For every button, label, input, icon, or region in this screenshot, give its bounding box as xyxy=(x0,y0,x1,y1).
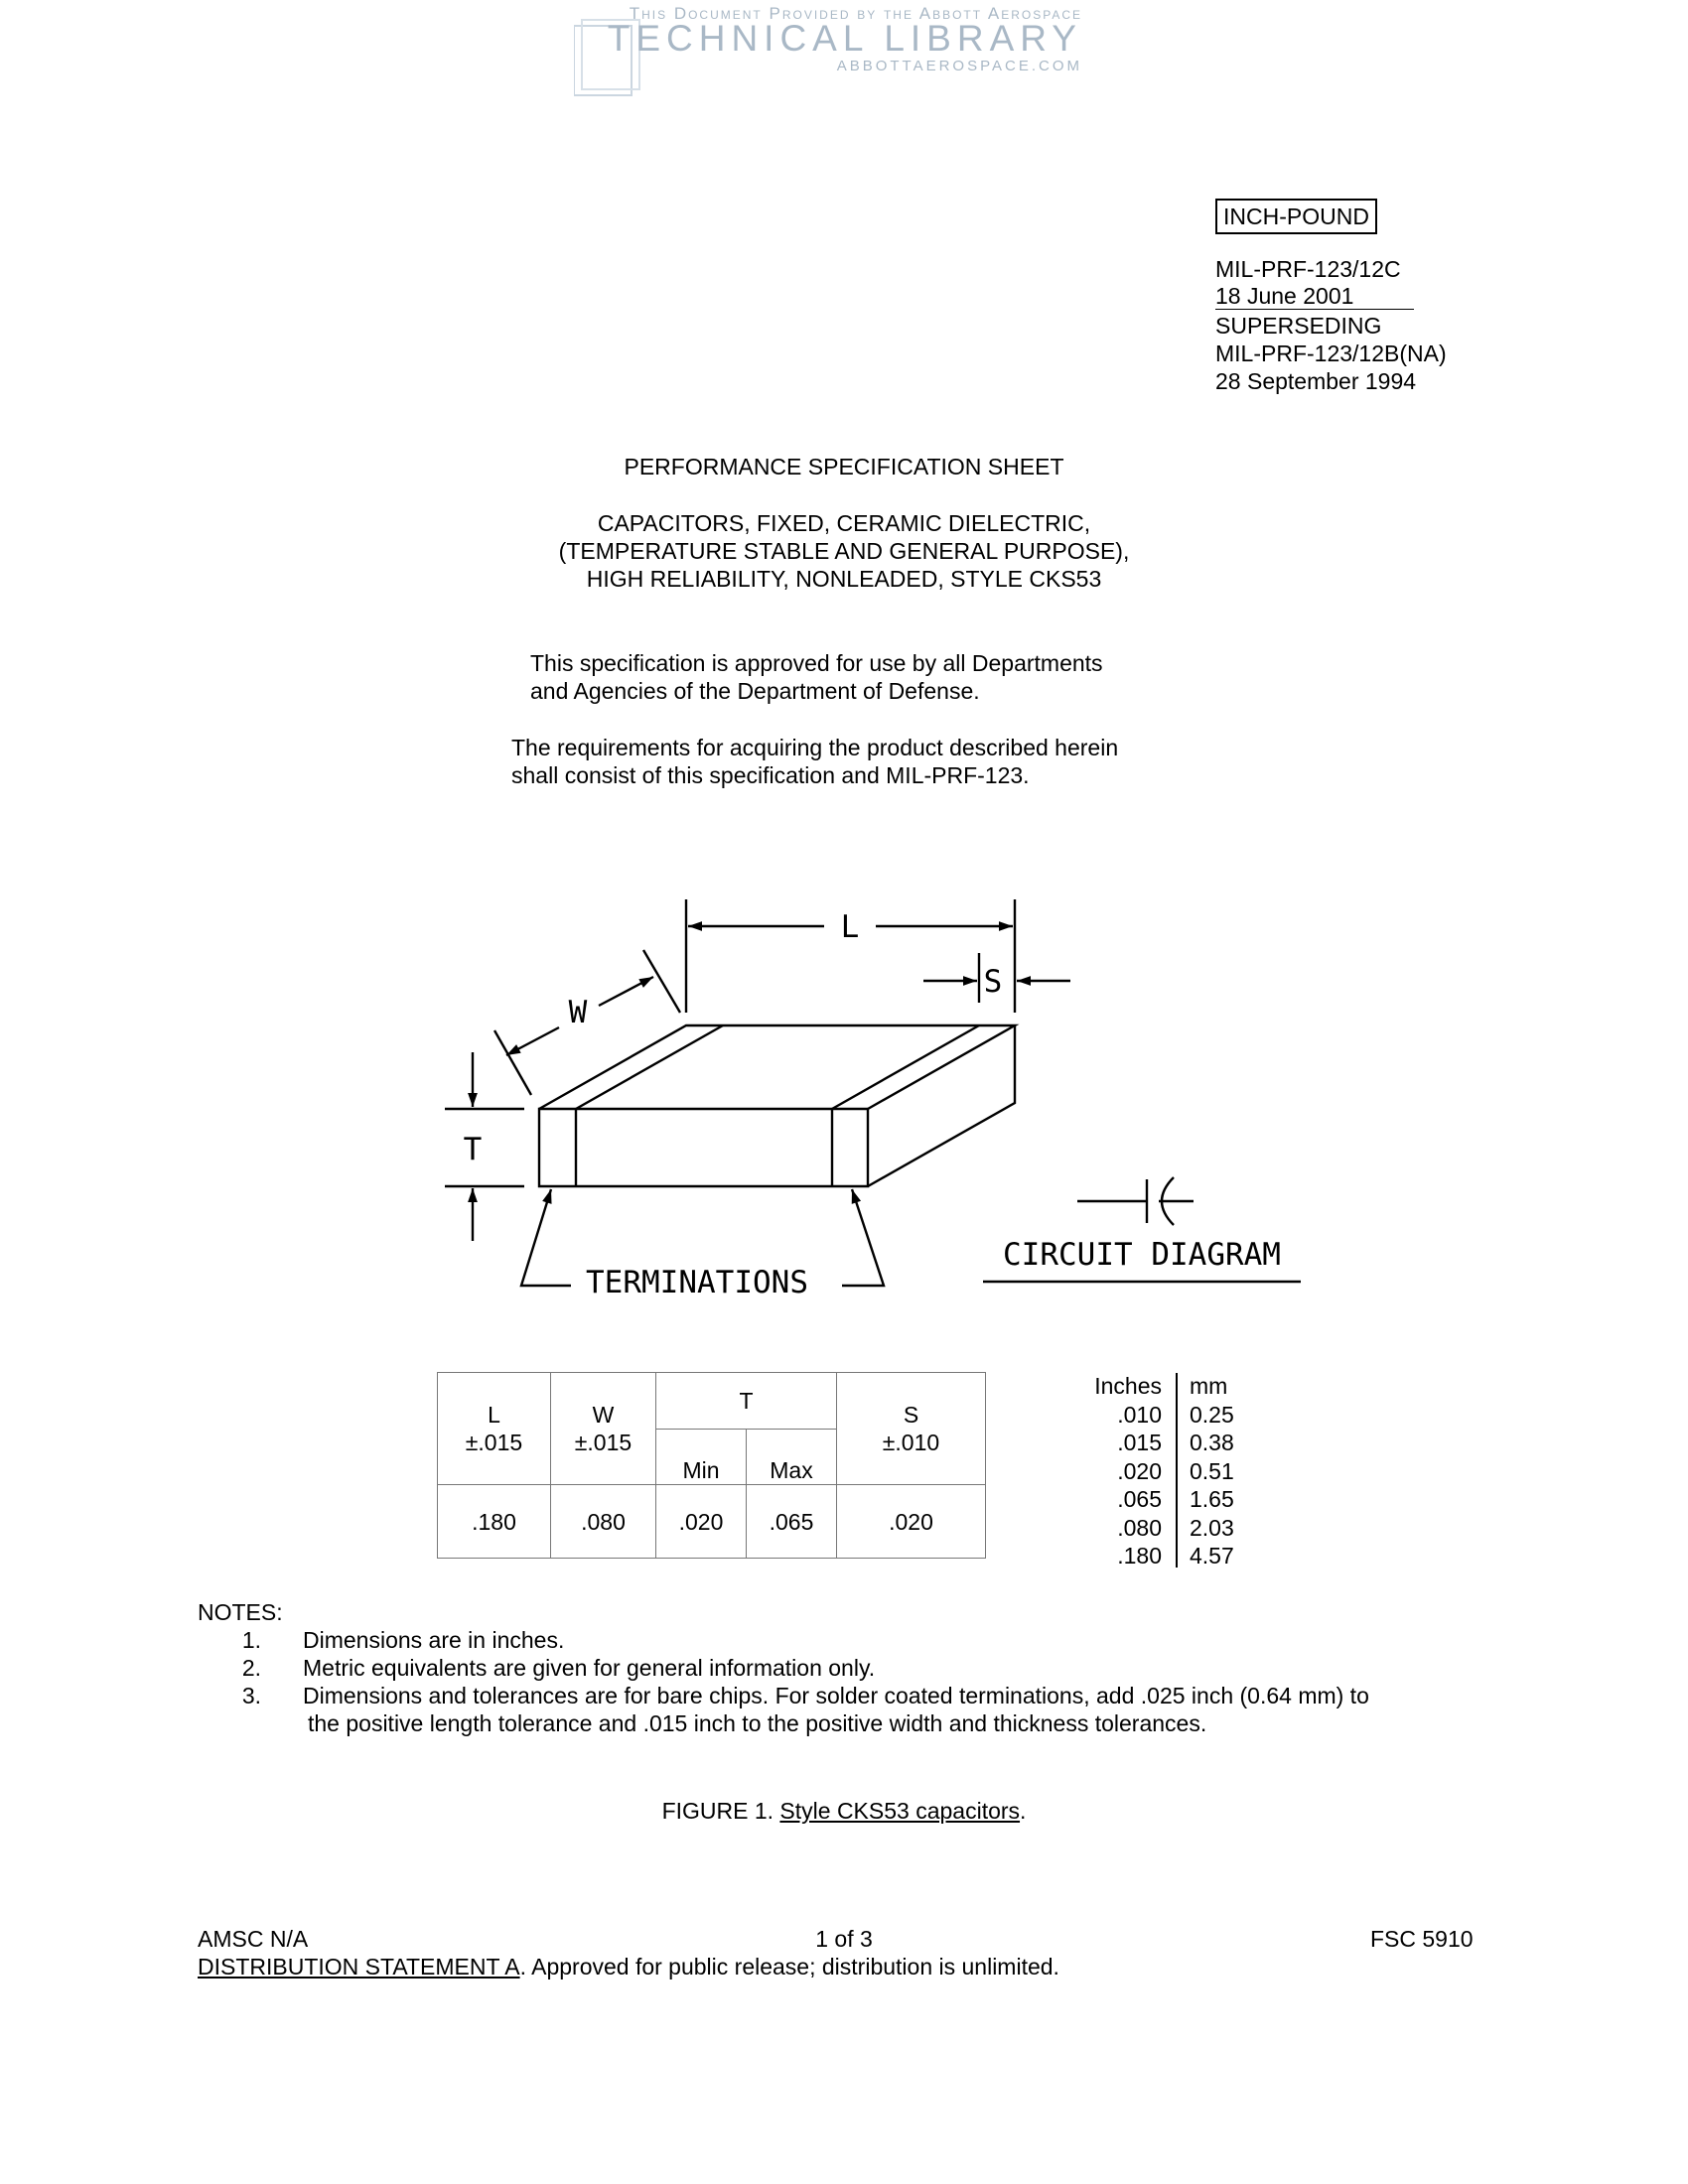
value-L: .180 xyxy=(438,1485,551,1559)
title-line1: CAPACITORS, FIXED, CERAMIC DIELECTRIC, xyxy=(597,510,1091,536)
conversion-row: .020 0.51 xyxy=(1117,1457,1234,1484)
conversion-row: .010 0.25 xyxy=(1117,1401,1234,1428)
watermark-line2: TECHNICAL LIBRARY xyxy=(607,18,1082,59)
col-W-header: W ±.015 xyxy=(551,1373,656,1485)
title-line2: (TEMPERATURE STABLE AND GENERAL PURPOSE), xyxy=(558,538,1130,564)
chip-top-face xyxy=(539,1025,1015,1109)
figure-caption-title: Style CKS53 capacitors xyxy=(779,1798,1021,1824)
value-W: .080 xyxy=(551,1485,656,1559)
distribution-statement: DISTRIBUTION STATEMENT A. Approved for public release; distribution is unlimited. xyxy=(198,1954,1059,1979)
conversion-table xyxy=(1076,1372,1269,1570)
col-S-header: S ±.010 xyxy=(837,1373,986,1485)
capacitor-symbol-icon xyxy=(1077,1177,1194,1225)
value-T-max: .065 xyxy=(747,1485,837,1559)
W-extension-top xyxy=(643,950,680,1013)
conversion-header-mm: mm xyxy=(1190,1373,1228,1399)
unit-system-box: INCH-POUND xyxy=(1215,199,1377,234)
conversion-row: .080 2.03 xyxy=(1117,1514,1234,1541)
col-T-max-header: Max xyxy=(747,1429,837,1485)
chip-front-face xyxy=(539,1109,868,1186)
col-T-header: T xyxy=(656,1373,837,1430)
conversion-row: .180 4.57 xyxy=(1117,1543,1234,1569)
sheet-title: PERFORMANCE SPECIFICATION SHEET xyxy=(624,454,1064,479)
note-item: 2. Metric equivalents are given for general information only. xyxy=(241,1655,876,1681)
approval-line2: and Agencies of the Department of Defense. xyxy=(530,678,980,704)
distribution-label: DISTRIBUTION STATEMENT A xyxy=(198,1954,520,1979)
conversion-row: .065 1.65 xyxy=(1117,1486,1234,1512)
label-T: T xyxy=(463,1132,483,1167)
note-item3-continuation: the positive length tolerance and .015 inch to the positive width and thickness tolerances. xyxy=(308,1710,1207,1736)
value-S: .020 xyxy=(837,1485,986,1559)
footer-page-number: 1 of 3 xyxy=(815,1926,873,1952)
watermark-line3: ABBOTTAEROSPACE.COM xyxy=(836,58,1082,74)
figure-caption: FIGURE 1. Style CKS53 capacitors. xyxy=(661,1798,1027,1824)
notes-list xyxy=(198,1626,1369,1737)
prev-doc-date: 28 September 1994 xyxy=(1215,368,1417,394)
label-circuit-diagram: CIRCUIT DIAGRAM xyxy=(1003,1237,1281,1273)
footer-fsc: FSC 5910 xyxy=(1370,1926,1474,1952)
chip-right-face xyxy=(868,1025,1015,1186)
conversion-header-inches: Inches xyxy=(1094,1373,1162,1399)
label-W: W xyxy=(568,995,588,1030)
doc-date: 18 June 2001 xyxy=(1215,283,1414,310)
label-L: L xyxy=(840,909,860,945)
superseding-label: SUPERSEDING xyxy=(1215,313,1382,339)
title-line3: HIGH RELIABILITY, NONLEADED, STYLE CKS53 xyxy=(586,566,1102,592)
requirements-line1: The requirements for acquiring the product described herein xyxy=(511,735,1119,760)
requirements-line2: shall consist of this specification and MIL-PRF-123. xyxy=(511,762,1030,788)
W-extension-bottom xyxy=(494,1030,531,1095)
prev-doc-id: MIL-PRF-123/12B(NA) xyxy=(1215,341,1447,366)
label-terminations: TERMINATIONS xyxy=(586,1265,808,1300)
conversion-row: .015 0.38 xyxy=(1117,1430,1234,1455)
note-item: 1. Dimensions are in inches. xyxy=(241,1627,565,1653)
note-item: 3. Dimensions and tolerances are for bare chips. For solder coated terminations, add .025 inch (0.64 mm) to xyxy=(241,1683,1369,1708)
label-S: S xyxy=(983,964,1003,1000)
watermark-line1: This Document Provided by the Abbott Aerospace xyxy=(629,4,1082,23)
doc-id: MIL-PRF-123/12C xyxy=(1215,256,1401,282)
col-T-min-header: Min xyxy=(656,1429,747,1485)
value-T-min: .020 xyxy=(656,1485,747,1559)
approval-line1: This specification is approved for use by all Departments xyxy=(530,650,1103,676)
footer-amsc: AMSC N/A xyxy=(198,1926,309,1952)
col-L-header: L ±.015 xyxy=(438,1373,551,1485)
notes-heading: NOTES: xyxy=(198,1599,283,1625)
dimension-table xyxy=(437,1372,986,1559)
